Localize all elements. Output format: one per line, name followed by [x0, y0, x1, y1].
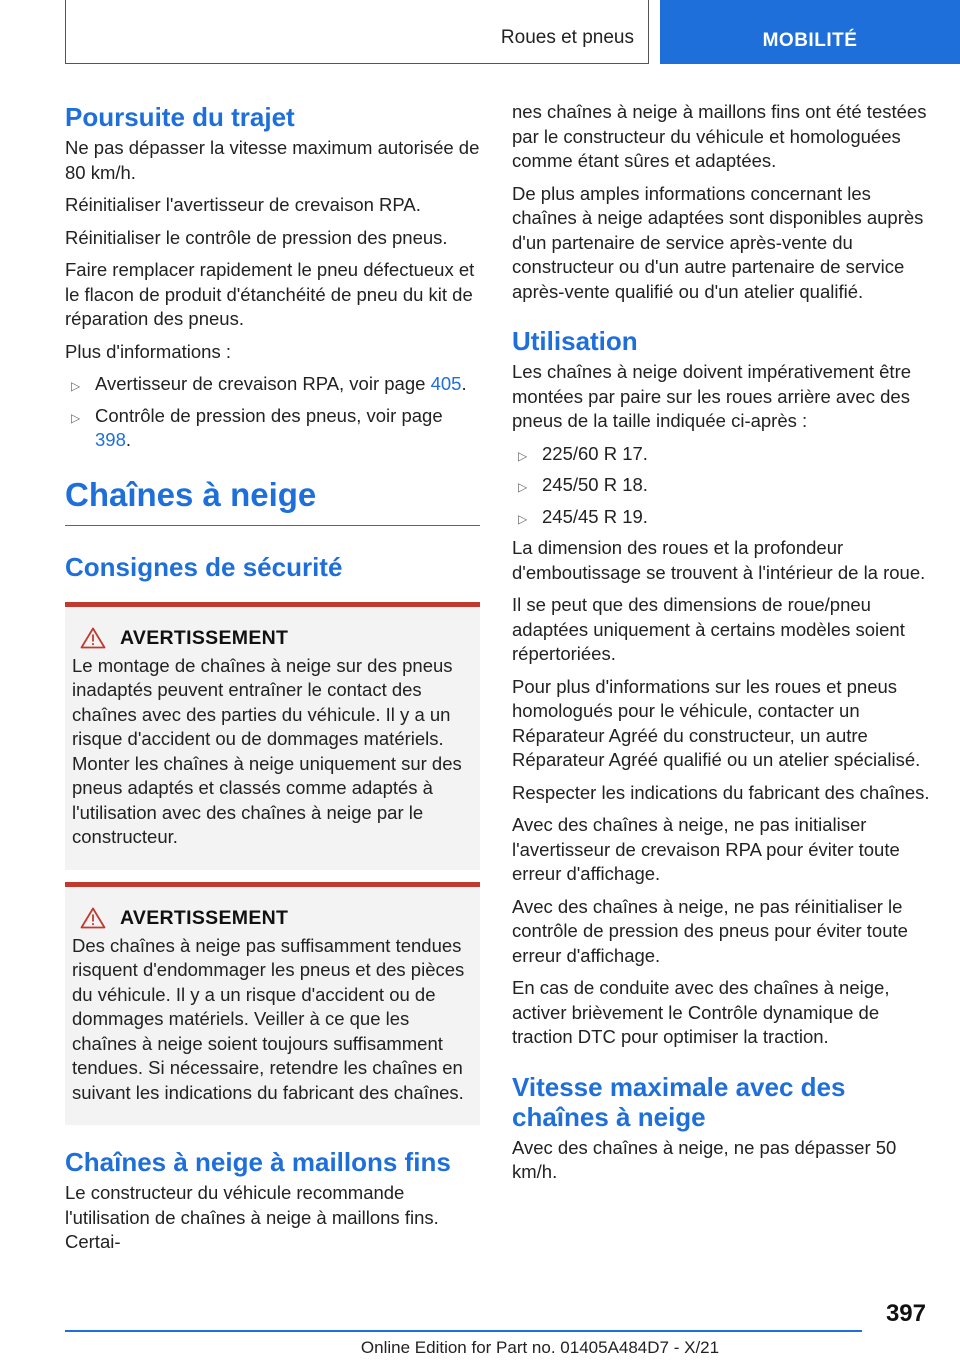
paragraph: nes chaînes à neige à maillons fins ont été testées par le constructeur du véhicule et homologuées comme étant sûres et adaptées. [512, 101, 927, 171]
warning-title: AVERTISSEMENT [120, 626, 289, 649]
triangle-bullet-icon: ▷ [71, 410, 81, 425]
page-link-405[interactable]: 405 [430, 373, 462, 394]
triangle-bullet-icon: ▷ [518, 511, 528, 526]
warning-box [65, 602, 480, 870]
heading-vitesse: Vitesse maximale avec des chaînes à neige [512, 1071, 846, 1132]
warning-box [65, 882, 480, 1126]
page-link-398[interactable]: 398 [95, 429, 126, 450]
paragraph: Ne pas dépasser la vitesse maximum autorisée de 80 km/h. [65, 137, 480, 183]
paragraph: Il se peut que des dimensions de roue/pneu adaptées uniquement à certains modèles soient répertoriées. [512, 594, 905, 664]
paragraph: Réinitialiser l'avertisseur de crevaison RPA. [65, 194, 421, 215]
paragraph: En cas de conduite avec des chaînes à neige, activer brièvement le Contrôle dynamique de traction DTC pour optimiser la traction. [512, 977, 890, 1047]
triangle-bullet-icon: ▷ [71, 379, 81, 393]
page-number: 397 [885, 1300, 926, 1327]
paragraph: Respecter les indications du fabricant des chaînes. [512, 781, 930, 803]
paragraph: Avec des chaînes à neige, ne pas réinitialiser le contrôle de pression des pneus pour éviter toute erreur d'affichage. [512, 895, 908, 966]
left-column [65, 100, 480, 1263]
list-item: ▷ 245/45 R 19. [512, 505, 932, 530]
paragraph: Le constructeur du véhicule recommande l'utilisation de chaînes à neige à maillons fins. Certai- [65, 1182, 439, 1252]
paragraph: La dimension des roues et la profondeur d'emboutissage se trouvent à l'intérieur de la roue. [512, 537, 926, 583]
header-chapter-tab[interactable] [660, 0, 960, 64]
tire-size-list [512, 442, 932, 530]
section-title: Roues et pneus [500, 27, 634, 48]
heading-consignes: Consignes de sécurité [65, 551, 343, 582]
paragraph: Plus d'informations : [65, 340, 231, 362]
warning-text: Des chaînes à neige pas suffisamment tendues risquent d'endommager les pneus et des pièces du véhicule. Il y a un risque d'accident ou de dommages matériels. Veiller à ce que les chaînes à neige soient toujours suffisamment tendues. Si nécessaire, retendre les chaînes en suivant les indications du fabricant des chaînes. [72, 934, 465, 1103]
warning-triangle-icon [80, 907, 106, 929]
paragraph: Faire remplacer rapidement le pneu défectueux et le flacon de produit d'étanchéité de pneu du kit de réparation des pneus. [65, 259, 475, 329]
warning-text: Le montage de chaînes à neige sur des pneus inadaptés peuvent entraîner le contact des chaînes avec des parties du véhicule. Il y a un risque d'accident ou de dommages matériels. Monter les chaînes à neige uniquement sur des pneus adaptés et classés comme adaptés à l'utilisation avec des chaînes à neige par le constructeur. [72, 654, 462, 847]
heading-poursuite: Poursuite du trajet [65, 102, 295, 132]
info-list [65, 372, 480, 453]
paragraph: Pour plus d'informations sur les roues et pneus homologués pour le véhicule, contacter un Réparateur Agréé du constructeur, un autre Réparateur Agréé qualifié ou un atelier spécialisé. [512, 675, 921, 770]
right-column [512, 100, 932, 1193]
chapter-label: MOBILITÉ [762, 30, 858, 51]
list-item: ▷ Contrôle de pression des pneus, voir page 398. [71, 404, 443, 450]
paragraph: Avec des chaînes à neige, ne pas initialiser l'avertisseur de crevaison RPA pour éviter toute erreur d'affichage. [512, 814, 900, 884]
chapter-heading: Chaînes à neige [65, 475, 480, 526]
list-item: ▷ Avertisseur de crevaison RPA, voir page 405. [65, 372, 480, 397]
list-item: ▷ 245/50 R 18. [512, 473, 932, 498]
heading-maillons: Chaînes à neige à maillons fins [65, 1147, 451, 1177]
paragraph: Avec des chaînes à neige, ne pas dépasser 50 km/h. [512, 1136, 897, 1182]
triangle-bullet-icon: ▷ [518, 480, 528, 494]
list-item: ▷ 225/60 R 17. [512, 442, 932, 467]
heading-utilisation: Utilisation [512, 326, 638, 356]
triangle-bullet-icon: ▷ [518, 448, 528, 463]
footer-edition: Online Edition for Part no. 01405A484D7 - X/21 [360, 1338, 720, 1357]
paragraph: De plus amples informations concernant les chaînes à neige adaptées sont disponibles auprès d'un partenaire de service après-vente du constructeur ou d'un autre partenaire de service après-vente qualifié ou d'un atelier qualifié. [512, 182, 924, 302]
footer-divider [65, 1330, 862, 1332]
warning-triangle-icon [80, 627, 106, 649]
paragraph: Réinitialiser le contrôle de pression des pneus. [65, 226, 448, 248]
warning-title: AVERTISSEMENT [120, 906, 289, 929]
paragraph: Les chaînes à neige doivent impérativement être montées par paire sur les roues arrière avec des pneus de la taille indiquée ci-après : [512, 361, 912, 431]
header-section-box [65, 0, 649, 64]
